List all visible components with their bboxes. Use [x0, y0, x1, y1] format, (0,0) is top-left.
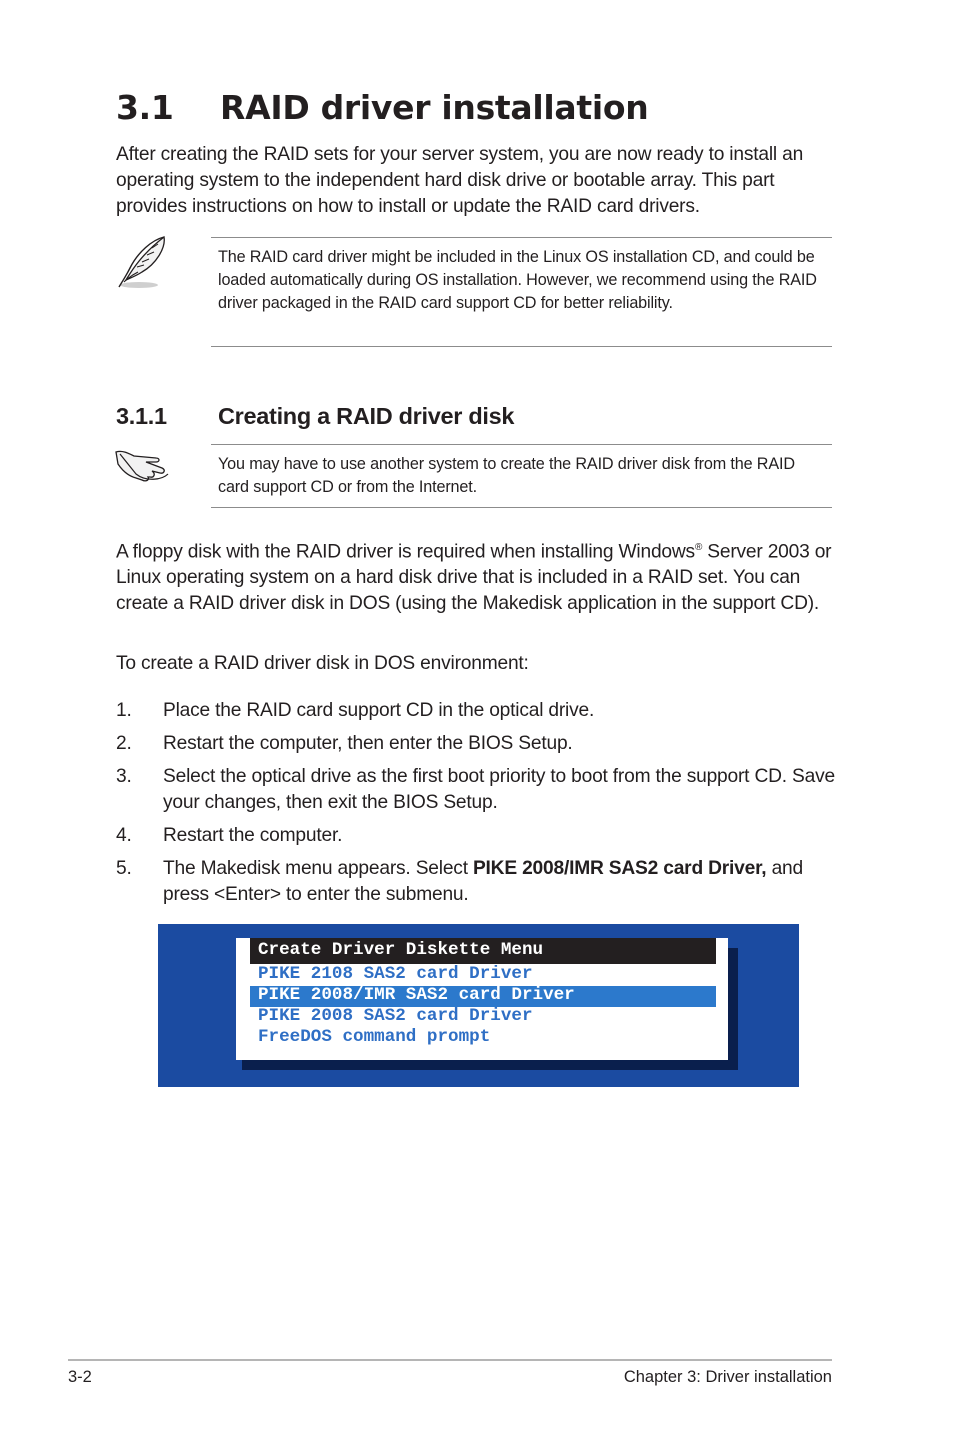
step-text: Restart the computer. — [163, 825, 343, 846]
footer-rule — [68, 1359, 832, 1361]
note-top-rule — [211, 237, 832, 238]
note-bottom-rule — [211, 346, 832, 347]
section-title: RAID driver installation — [220, 88, 649, 127]
page-title — [116, 88, 648, 127]
tip-text: You may have to use another system to create the RAID driver disk from the RAID card support CD or from the Internet. — [218, 455, 795, 496]
step-text-before: The Makedisk menu appears. Select — [163, 858, 473, 879]
step-text: Restart the computer, then enter the BIOS Setup. — [163, 733, 573, 754]
intro-paragraph: After creating the RAID sets for your server system, you are now ready to install an operating system to the independent hard disk drive or bootable array. This part provides instructions on how to install or update the RAID card drivers. — [116, 144, 804, 217]
chapter-label: Chapter 3: Driver installation — [623, 1368, 832, 1386]
tip-top-rule — [211, 444, 832, 445]
dos-menu-item[interactable]: PIKE 2108 SAS2 card Driver — [258, 964, 533, 984]
step-text-after: and press <Enter> to enter the submenu. — [163, 858, 803, 905]
note-text: The RAID card driver might be included in the Linux OS installation CD, and could be loaded automatically during OS installation. However, we recommend using the RAID driver packaged in the RAID card support CD for better reliability. — [218, 248, 817, 312]
dos-menu-title: Create Driver Diskette Menu — [258, 940, 544, 960]
step-number: 1. — [116, 700, 132, 721]
registered-mark: ® — [694, 542, 703, 553]
subsection-heading — [116, 403, 514, 430]
pointing-hand-icon — [112, 444, 174, 484]
step-number: 5. — [116, 858, 132, 879]
page-number: 3-2 — [68, 1368, 92, 1386]
dos-menu-item[interactable]: PIKE 2008 SAS2 card Driver — [258, 1006, 533, 1026]
step-number: 2. — [116, 733, 132, 754]
step-text: Place the RAID card support CD in the optical drive. — [163, 700, 595, 721]
subsection-title: Creating a RAID driver disk — [218, 403, 515, 429]
step-text: Select the optical drive as the first boot priority to boot from the support CD. Save your changes, then exit the BIOS Setup. — [163, 766, 835, 813]
section-number: 3.1 — [116, 88, 174, 127]
step-text-bold: PIKE 2008/IMR SAS2 card Driver, — [472, 858, 767, 879]
dos-menu-item-selected[interactable]: PIKE 2008/IMR SAS2 card Driver — [258, 985, 575, 1005]
step-text — [163, 856, 853, 908]
feather-pen-icon — [112, 234, 172, 290]
floppy-paragraph — [116, 535, 836, 617]
tip-bottom-rule — [211, 507, 832, 508]
dos-menu-item[interactable]: FreeDOS command prompt — [258, 1027, 491, 1047]
floppy-paragraph-part2: Server 2003 or Linux operating system on a hard disk drive that is included in a RAID set. You can create a RAID driver disk in DOS (using the Makedisk application in the support CD). — [116, 541, 832, 614]
step-number: 3. — [116, 766, 132, 787]
step-number: 4. — [116, 825, 132, 846]
steps-intro: To create a RAID driver disk in DOS environment: — [116, 653, 529, 674]
floppy-paragraph-part1: A floppy disk with the RAID driver is required when installing Windows — [116, 541, 695, 563]
subsection-number: 3.1.1 — [116, 403, 167, 429]
